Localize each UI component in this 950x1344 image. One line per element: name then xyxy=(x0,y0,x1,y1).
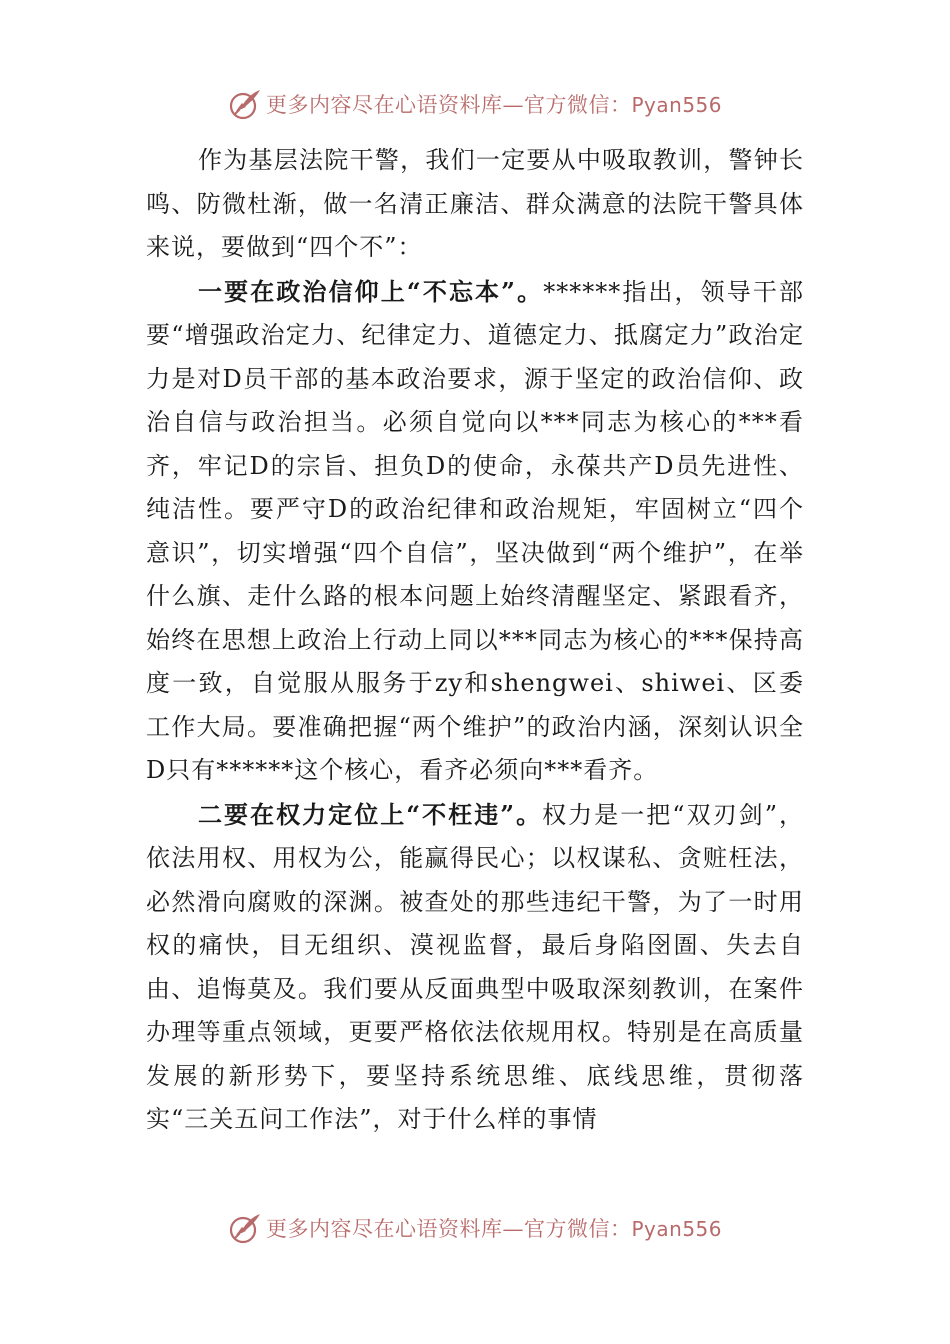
watermark-header xyxy=(0,84,950,124)
paragraph-power-positioning xyxy=(146,793,804,1142)
paragraph-lead: 一要在政治信仰上“不忘本”。 xyxy=(198,276,544,306)
watermark-text-en: Pyan556 xyxy=(631,93,722,117)
paragraph-text: ******指出，领导干部要“增强政治定力、纪律定力、道德定力、抵腐定力”政治定力是对D员干部的基本政治要求，源于坚定的政治信仰、政治自信与政治担当。必须自觉向以***同志为核心的***看齐，牢记D的宗旨、担负D的使命，永葆共产D员先进性、纯洁性。要严守D的政治纪律和政治规矩，牢固树立“四个意识”，切实增强“四个自信”，坚决做到“两个维护”，在举什么旗、走什么路的根本问题上始终清醒坚定、紧跟看齐，始终在思想上政治上行动上同以***同志为核心的***保持高度一致，自觉服从服务于zy和shengwei、shiwei、区委工作大局。要准确把握“两个维护”的政治内涵，深刻认识全D只有******这个核心，看齐必须向***看齐。 xyxy=(146,277,804,784)
watermark-text-cn: 更多内容尽在心语资料库—官方微信： xyxy=(265,1217,632,1241)
watermark-text-en: Pyan556 xyxy=(631,1217,722,1241)
watermark-text-cn: 更多内容尽在心语资料库—官方微信： xyxy=(265,93,632,117)
quill-logo-icon xyxy=(228,87,262,121)
paragraph-lead: 二要在权力定位上“不枉违”。 xyxy=(198,799,543,829)
paragraph-intro xyxy=(146,138,804,270)
watermark-text xyxy=(266,89,722,119)
paragraph-political-belief xyxy=(146,270,804,793)
paragraph-text: 作为基层法院干警，我们一定要从中吸取教训，警钟长鸣、防微杜渐，做一名清正廉洁、群众满意的法院干警具体来说，要做到“四个不”： xyxy=(146,146,804,261)
document-body xyxy=(146,138,804,1142)
quill-logo-icon xyxy=(228,1211,262,1245)
watermark-text xyxy=(266,1213,722,1243)
watermark-footer xyxy=(0,1208,950,1248)
paragraph-text: 权力是一把“双刃剑”，依法用权、用权为公，能赢得民心；以权谋私、贪赃枉法，必然滑向腐败的深渊。被查处的那些违纪干警，为了一时用权的痛快，目无组织、漠视监督，最后身陷囹圄、失去自由、追悔莫及。我们要从反面典型中吸取深刻教训，在案件办理等重点领域，更要严格依法依规用权。特别是在高质量发展的新形势下，要坚持系统思维、底线思维，贯彻落实“三关五问工作法”，对于什么样的事情 xyxy=(146,800,804,1133)
